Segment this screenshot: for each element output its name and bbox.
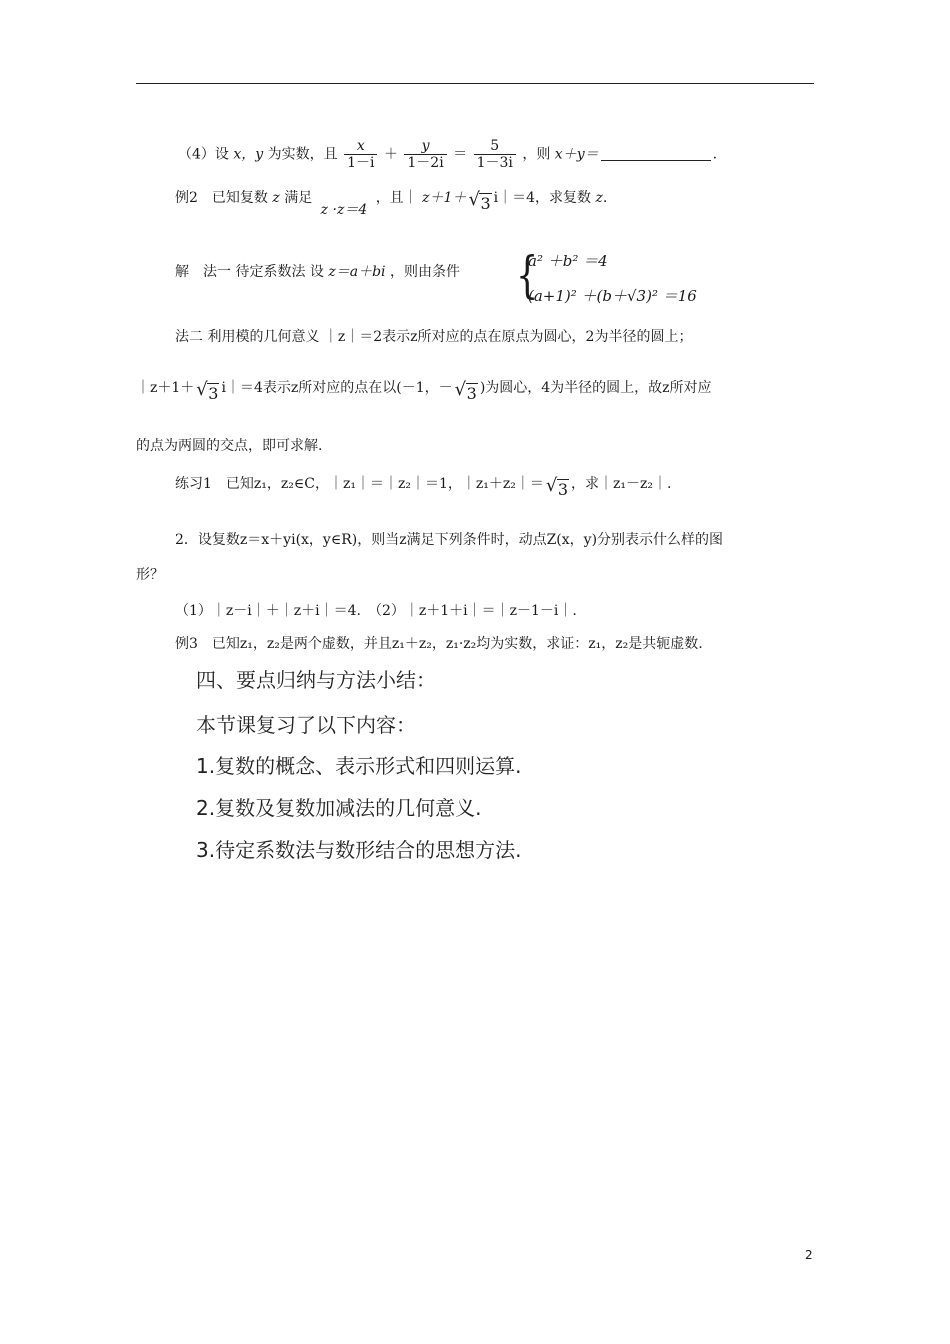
page-number: 2 bbox=[805, 1248, 813, 1262]
question-4: （4）设 x，y 为实数，且 $\frac{x}{1-i}$ ＋ $\frac{y}{1-2i}$ ＝ $\frac{5}{1-3i}$ ，则 x＋y＝ . bbox=[178, 138, 718, 171]
summary-item-2: 2.复数及复数加减法的几何意义. bbox=[196, 796, 482, 820]
summary-item-1: 1.复数的概念、表示形式和四则运算. bbox=[196, 754, 522, 778]
solution-method-1: 解 法一 待定系数法 设 z＝a＋bi ，则由条件 bbox=[175, 264, 460, 280]
answer-blank bbox=[601, 146, 711, 161]
system-eq-1: a² ＋b² ＝4 bbox=[528, 252, 608, 270]
summary-title: 四、要点归纳与方法小结： bbox=[196, 668, 436, 692]
solution-method-2-line-3: 的点为两圆的交点，即可求解. bbox=[136, 438, 323, 454]
fraction-1: $\frac{x}{1-i}$ bbox=[344, 138, 377, 171]
solution-method-2-line-1: 法二 利用模的几何意义 ｜z｜＝2表示z所对应的点在原点为圆心，2为半径的圆上； bbox=[175, 329, 693, 345]
practice-1: 练习1 已知z₁，z₂∈C，｜z₁｜＝｜z₂｜＝1，｜z₁＋z₂｜＝ √ 3 ，求｜z₁－z₂｜. bbox=[175, 475, 672, 499]
practice-2-line-3: （1）｜z－i｜＋｜z＋i｜＝4. （2）｜z＋1＋i｜＝｜z－1－i｜. bbox=[175, 603, 577, 619]
header-rule bbox=[136, 83, 814, 84]
example-3: 例3 已知z₁，z₂是两个虚数，并且z₁＋z₂，z₁·z₂均为实数，求证：z₁，z₂是共轭虚数. bbox=[175, 636, 703, 652]
practice-2-line-1: 2．设复数z＝x＋yi(x，y∈R)，则当z满足下列条件时，动点Z(x，y)分别表示什么样的图 bbox=[175, 532, 724, 548]
practice-2-line-2: 形？ bbox=[136, 567, 164, 583]
solution-method-2-line-2: ｜z＋1＋ √ 3 i｜＝4表示z所对应的点在以(－1，－ √ 3 )为圆心，4为半径的圆上，故z所对应 bbox=[136, 379, 712, 403]
example-2: 例2 已知复数 z 满足 z ·z＝4 ，且｜ z＋1＋ √ 3 i｜＝4，求复数 z. bbox=[175, 189, 608, 218]
conjugate-condition: z ·z＝4 bbox=[320, 202, 368, 218]
fraction-2: $\frac{y}{1-2i}$ bbox=[404, 138, 446, 171]
fraction-3: $\frac{5}{1-3i}$ bbox=[474, 138, 516, 171]
system-brace: { bbox=[516, 246, 539, 304]
summary-item-3: 3.待定系数法与数形结合的思想方法. bbox=[196, 838, 522, 862]
sqrt-3: √ 3 bbox=[468, 189, 491, 213]
summary-intro: 本节课复习了以下内容： bbox=[196, 713, 416, 737]
system-eq-2: (a+1)² ＋(b＋√3)² ＝16 bbox=[528, 287, 697, 305]
